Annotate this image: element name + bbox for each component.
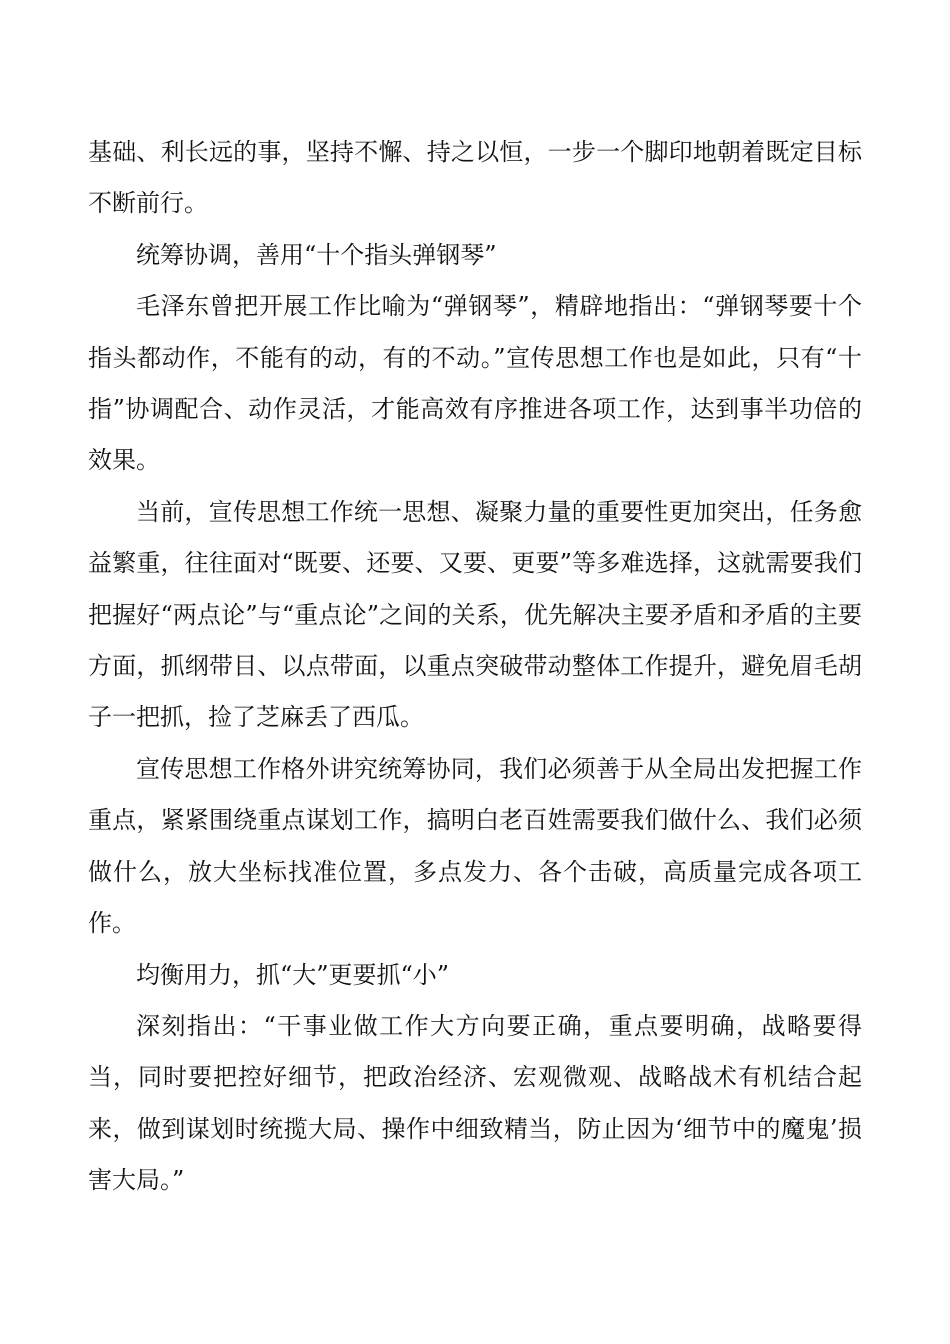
paragraph: 毛泽东曾把开展工作比喻为“弹钢琴”，精辟地指出：“弹钢琴要十个指头都动作，不能有的动，有的不动。”宣传思想工作也是如此，只有“十指”协调配合、动作灵活，才能高效有序推进各项工作，达到事半功倍的效果。 <box>88 292 862 475</box>
document-body <box>88 127 862 1207</box>
section-heading-coordination: 统筹协调，善用“十个指头弹钢琴” <box>136 240 497 269</box>
paragraph: 宣传思想工作格外讲究统筹协同，我们必须善于从全局出发把握工作重点，紧紧围绕重点谋划工作，搞明白老百姓需要我们做什么、我们必须做什么，放大坐标找准位置，多点发力、各个击破，高质量完成各项工作。 <box>88 754 862 938</box>
paragraph: 当前，宣传思想工作统一思想、凝聚力量的重要性更加突出，任务愈益繁重，往往面对“既要、还要、又要、更要”等多难选择，这就需要我们把握好“两点论”与“重点论”之间的关系，优先解决主要矛盾和矛盾的主要方面，抓纲带目、以点带面，以重点突破带动整体工作提升，避免眉毛胡子一把抓，捡了芝麻丢了西瓜。 <box>88 497 862 732</box>
paragraph-continued: 基础、利长远的事，坚持不懈、持之以恒，一步一个脚印地朝着既定目标不断前行。 <box>88 138 862 218</box>
paragraph: 深刻指出：“干事业做工作大方向要正确，重点要明确，战略要得当，同时要把控好细节，把政治经济、宏观微观、战略战术有机结合起来，做到谋划时统揽大局、操作中细致精当，防止因为‘细节中的魔鬼’损害大局。” <box>88 1011 862 1195</box>
section-heading-balance: 均衡用力，抓“大”更要抓“小” <box>136 960 450 989</box>
